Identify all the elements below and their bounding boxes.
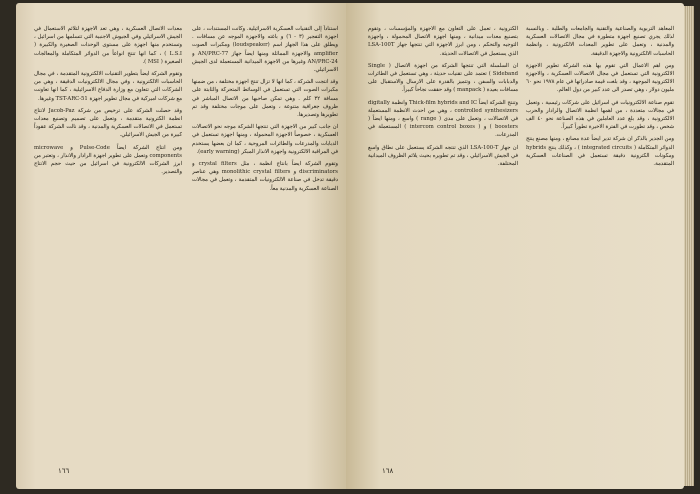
paragraph: ان جهاز LSA-100-T الذي تنتجه الشركة يستعمل على نطاق واسع في الجيش الاسرائيلي ، وقد تم تطويره بحيث يلائم الظروف الميدانية المختلفة. [368,144,518,168]
right-page-number: ١٦٨ [382,467,394,475]
left-page [16,3,346,489]
left-page-number: ١٦٦ [58,467,70,475]
right-page-column-left [368,25,518,465]
paragraph: ان السلسلة التي تنتجها الشركة من اجهزة الاتصال ( Single Sideband ) تعتمد على تقنيات حديثة ، وهي تستعمل في الطائرات والدبابات والسفن ، وتتميز بالقدرة على الارسال والاستقبال على مسافات بعيدة ( manpack ) وقد حققت نجاحاً كبيراً. [368,62,518,94]
paragraph: وتقوم الشركة ايضاً بتطوير التقنيات الالكترونية المتقدمة ، في مجال الحاسبات الالكترونية ، وفي مجال الالكترونيات الدقيقة ، وهي من الشركات التي تتعاون مع وزارة الدفاع الاسرائيلية ، كما انها تعاونت مع شركات اميركية في مجال تطوير اجهزة TST-ARC-51 وغيرها. [34,71,182,102]
paragraph: وتنتج الشركة ايضاً Thick-film hybrids and IC وانظمة digitally controlled synthesizers ، وهي من احدث الانظمة المستعملة في الاتصالات ، وتعمل على مدى ( range ) واسع ، ومنها ايضاً ( boosters ) و ( intercom control boxes ) المستعملة في المدرعات. [368,99,518,139]
paragraph: معدات الاتصال العسكرية ، وهي تعد الاجهزة لتلائم الاستعمال في الجيش الاسرائيلي وفي الجيوش الاجنبية التي تتسلمها من اسرائيل ، وتستخدم منها اجهزة على مستوى الوحدات الصغيرة والكبيرة ( L.S.I ) ، كما انها تنتج انواعاً من الدوائر المتكاملة والمعالجات الصغيرة ( MSI ). [34,26,182,65]
right-page [346,3,684,489]
paragraph: وقد انتجت الشركة ، كما انها لا تزال تنتج اجهزة مختلفة ، من ضمنها مكبرات الصوت التي تستعمل في الوسائط المتحركة والثابتة على مسافة ٣٢ كلم . وهي تمكن صاحبها من الاتصال المباشر في ظروف جغرافية متنوعة ، وتعمل على موجات مختلفة وقد تم تطويرها وتصديرها. [192,79,338,119]
right-page-column-right [526,25,674,465]
paragraph: استناداً إلى التقنيات العسكرية الاسرائيلية. وكانت المستندات ، على اجهزة التفجير (٣ - ٦) و باغته والاجهزة الموجه عن مسافات . ويطلق على هذا الجهاز اسم (loudspeaker) ومكبرات الصوت amplifier والاجهزة المماثلة ومنها ايضاً جهاز AN/PRC-77 و AN/PRC-24 وغيرها من الاجهزة الميدانية المستعملة لدى الجيش الاسرائيلي. [192,26,338,74]
paragraph: تقوم صناعة الالكترونيات في اسرائيل على شركات رئيسية ، وتعمل في مجالات متعددة ، من اهمها انظمة الاتصال والرادار والحرب الالكترونية ، وقد بلغ عدد العاملين في هذه الصناعة نحو ٤٠ الف شخص ، وقد تطورت في الفترة الاخيرة تطوراً كبيراً. [526,99,674,131]
paragraph: المعاهد التربوية والصناعية والتقنية والجامعات والطلبة . وبالنسبة لذلك يجري تصنيع اجهزة متطورة في مجال الاتصالات العسكرية والمدنية ، وتعمل على تطوير المعدات الالكترونية ، وانظمة الحاسبات الالكترونية والاجهزة الدقيقة. [526,26,674,57]
left-page-column-right [192,25,338,465]
paragraph: وتقوم الشركة ايضاً بانتاج انظمة ، مثل crystal filters و discriminators و monolithic crystal filters وهي عناصر دقيقة تدخل في صناعة الالكترونيات المتقدمة ، وتعمل في مجالات الصناعة العسكرية والمدنية معاً. [192,161,338,192]
paragraph: ومن اهم الاعمال التي تقوم بها هذه الشركة تطوير الاجهزة الالكترونية التي تستعمل في مجال الاتصالات العسكرية ، والاجهزة الالكترونية الموجهة ، وقد بلغت قيمة صادراتها في عام ١٩٧٨ نحو ٦٠ مليون دولار ، وهي تصدر الى عدد كبير من دول العالم. [526,62,674,94]
paragraph: ومن الجدير بالذكر ان شركة تدير ايضاً عدة مصانع ، ومنها مصنع ينتج الدوائر المتكاملة ( integrated circuits ) ، وكذلك ينتج hybrids ومكونات الكترونية دقيقة تستعمل في الصناعات العسكرية المتقدمة. [526,136,674,168]
paragraph: الكترونية ، تعمل على التعاون مع الاجهزة والمؤسسات ، وتقوم بتصنيع معدات ميدانية ، ومنها اجهزة الاتصال المحمولة ، واجهزة التوجيه والتحكم ، ومن ابرز الاجهزة التي تنتجها جهاز LSA-100T الذي يستعمل في الاتصالات الحديثة. [368,26,518,57]
page-stack-edge [684,6,694,486]
paragraph: ان جانب كبير من الاجهزة التي تنتجها الشركة موجه نحو الاتصالات العسكرية ، خصوصاً الاجهزة المحمولة ، ومنها اجهزة تستعمل في الدبابات والمدرعات والطائرات المروحية ، كما ان بعضها يستخدم في المراقبة الالكترونية واجهزة الانذار المبكر (early warning). [192,124,338,155]
paragraph: ومن انتاج الشركة ايضاً Pulse-Code و microwave components وتعمل على تطوير اجهزة الرادار والانذار ، وتعتبر من ابرز الشركات الالكترونية في اسرائيل من حيث حجم الانتاج والتصدير. [34,144,182,176]
left-page-column-left [34,25,182,465]
paragraph: وقد حصلت الشركة على ترخيص من شركة Jacob-Paz لانتاج انظمة الكترونية متقدمة ، وتعمل على تصميم وتصنيع معدات تستعمل في الاتصالات العسكرية والمدنية ، وقد نالت الشركة عقوداً كبيرة من الجيش الاسرائيلي. [34,107,182,139]
